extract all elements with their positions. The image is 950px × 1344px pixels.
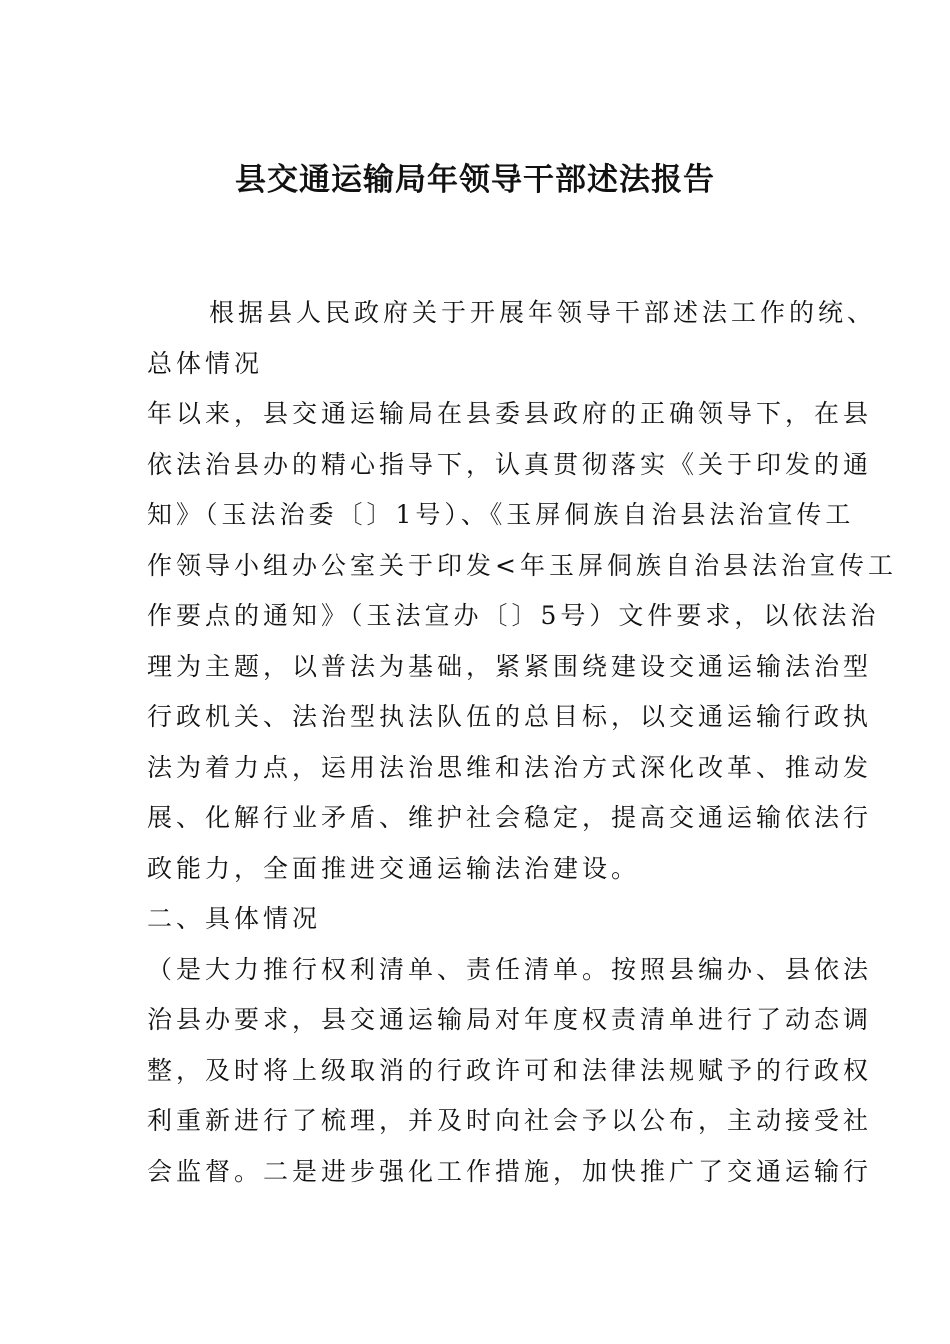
- paragraph-line: 作要点的通知》（玉法宣办〔〕5号）文件要求，以依法治: [147, 601, 880, 630]
- paragraph-line: 知》（玉法治委〔〕1号）、《玉屏侗族自治县法治宣传工: [147, 500, 855, 529]
- paragraph-line: 依法治县办的精心指导下，认真贯彻落实《关于印发的通: [147, 449, 873, 479]
- section-heading: 二、具体情况: [147, 904, 322, 933]
- document-body: [147, 288, 897, 1197]
- paragraph-line: 整，及时将上级取消的行政许可和法律法规赋予的行政权: [147, 1055, 873, 1085]
- paragraph-line: 理为主题，以普法为基础，紧紧围绕建设交通运输法治型: [147, 651, 873, 681]
- paragraph-line: 治县办要求，县交通运输局对年度权责清单进行了动态调: [147, 1005, 873, 1034]
- document-title: 县交通运输局年领导干部述法报告: [235, 162, 715, 198]
- paragraph-line: 行政机关、法治型执法队伍的总目标，以交通运输行政执: [147, 702, 873, 731]
- paragraph-line: 根据县人民政府关于开展年领导干部述法工作的统、: [209, 298, 877, 327]
- paragraph-line: 法为着力点，运用法治思维和法治方式深化改革、推动发: [147, 752, 873, 782]
- paragraph-line: 总体情况: [147, 348, 264, 378]
- paragraph-line: 利重新进行了梳理，并及时向社会予以公布，主动接受社: [147, 1106, 873, 1135]
- paragraph-line: （是大力推行权利清单、责任清单。按照县编办、县依法: [147, 954, 873, 984]
- paragraph-line: 年以来，县交通运输局在县委县政府的正确领导下，在县: [147, 399, 873, 428]
- paragraph-line: 政能力，全面推进交通运输法治建设。: [147, 853, 641, 883]
- paragraph-line: 会监督。二是进步强化工作措施，加快推广了交通运输行: [147, 1156, 873, 1186]
- paragraph-line: 展、化解行业矛盾、维护社会稳定，提高交通运输依法行: [147, 803, 873, 832]
- paragraph-line: 作领导小组办公室关于印发<年玉屏侗族自治县法治宣传工: [147, 550, 897, 580]
